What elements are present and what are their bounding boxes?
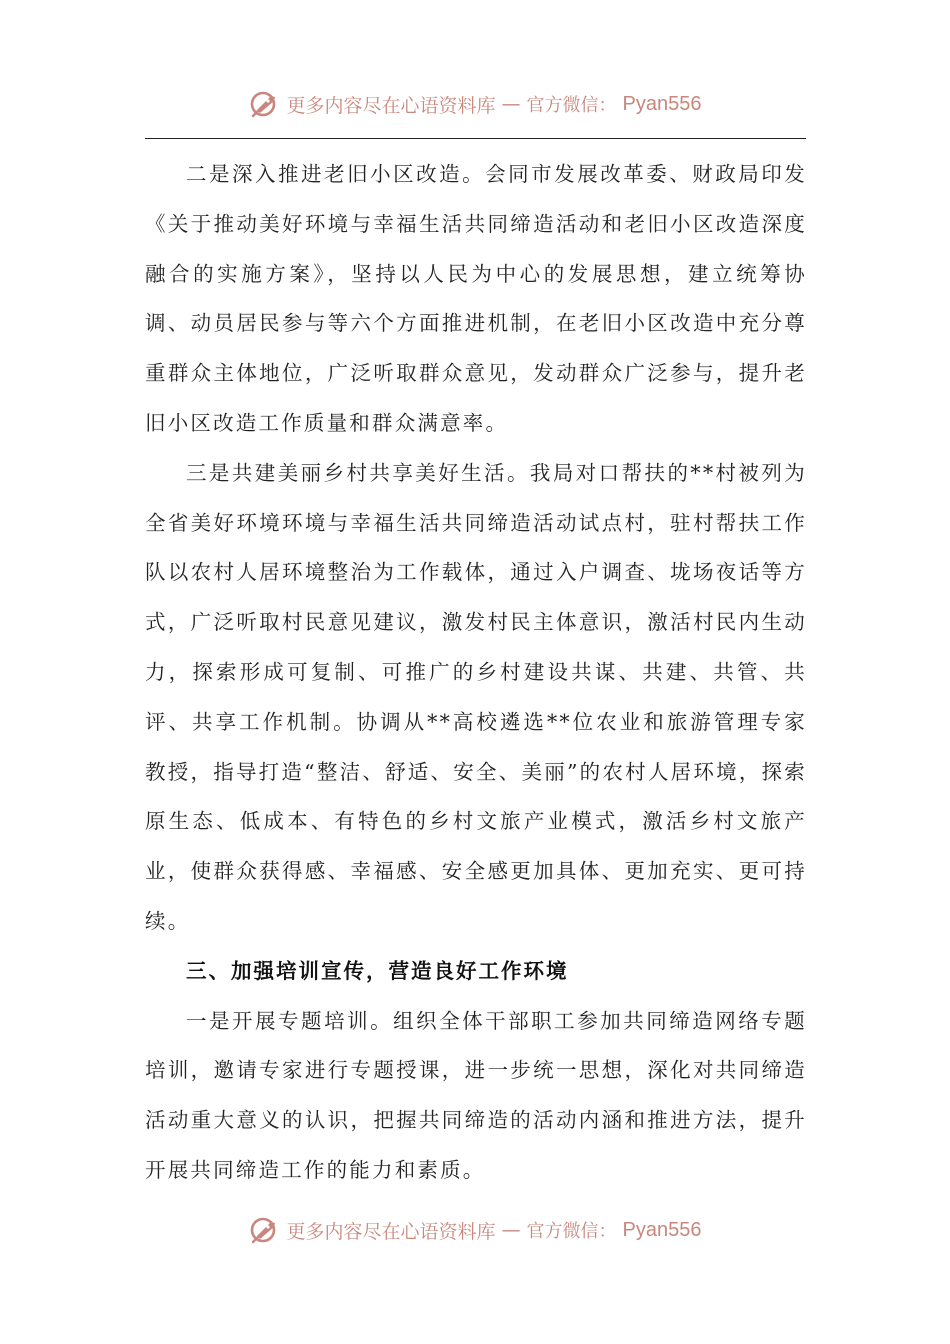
- header-divider: [145, 138, 806, 139]
- watermark-dash: —: [501, 93, 521, 115]
- pen-nib-circle-icon: [249, 88, 281, 120]
- header-watermark: [0, 84, 950, 124]
- paragraph-special-training: 一是开展专题培训。组织全体干部职工参加共同缔造网络专题培训，邀请专家进行专题授课，进一步统一思想，深化对共同缔造活动重大意义的认识，把握共同缔造的活动内涵和推进方法，提升开展共同缔造工作的能力和素质。: [145, 1008, 807, 1182]
- watermark-brand: 更多内容尽在心语资料库: [286, 1220, 496, 1243]
- watermark-wechat-label: 官方微信：: [526, 1221, 617, 1242]
- paragraph-old-community-renovation: 二是深入推进老旧小区改造。会同市发展改革委、财政局印发《关于推动美好环境与幸福生活共同缔造活动和老旧小区改造深度融合的实施方案》，坚持以人民为中心的发展思想，建立统筹协调、动员居民参与等六个方面推进机制，在老旧小区改造中充分尊重群众主体地位，广泛听取群众意见，发动群众广泛参与，提升老旧小区改造工作质量和群众满意率。: [145, 162, 807, 435]
- pen-nib-circle-icon: [249, 1214, 281, 1246]
- watermark-wechat-label: 官方微信：: [526, 95, 617, 116]
- footer-watermark: [0, 1210, 950, 1250]
- document-body: [145, 150, 807, 1196]
- watermark-dash: —: [501, 1219, 521, 1241]
- paragraph-beautiful-village: 三是共建美丽乡村共享美好生活。我局对口帮扶的**村被列为全省美好环境环境与幸福生活共同缔造活动试点村，驻村帮扶工作队以农村人居环境整治为工作载体，通过入户调查、垅场夜话等方式，广泛听取村民意见建议，激发村民主体意识，激活村民内生动力，探索形成可复制、可推广的乡村建设共谋、共建、共管、共评、共享工作机制。协调从**高校遴选**位农业和旅游管理专家教授，指导打造“整洁、舒适、安全、美丽”的农村人居环境，探索原生态、低成本、有特色的乡村文旅产业模式，激活乡村文旅产业，使群众获得感、幸福感、安全感更加具体、更加充实、更可持续。: [145, 460, 807, 933]
- watermark-wechat-id: Pyan556: [622, 92, 702, 115]
- watermark-wechat-id: Pyan556: [622, 1218, 702, 1241]
- section-heading: 三、加强培训宣传，营造良好工作环境: [186, 958, 569, 983]
- watermark-brand: 更多内容尽在心语资料库: [286, 94, 496, 117]
